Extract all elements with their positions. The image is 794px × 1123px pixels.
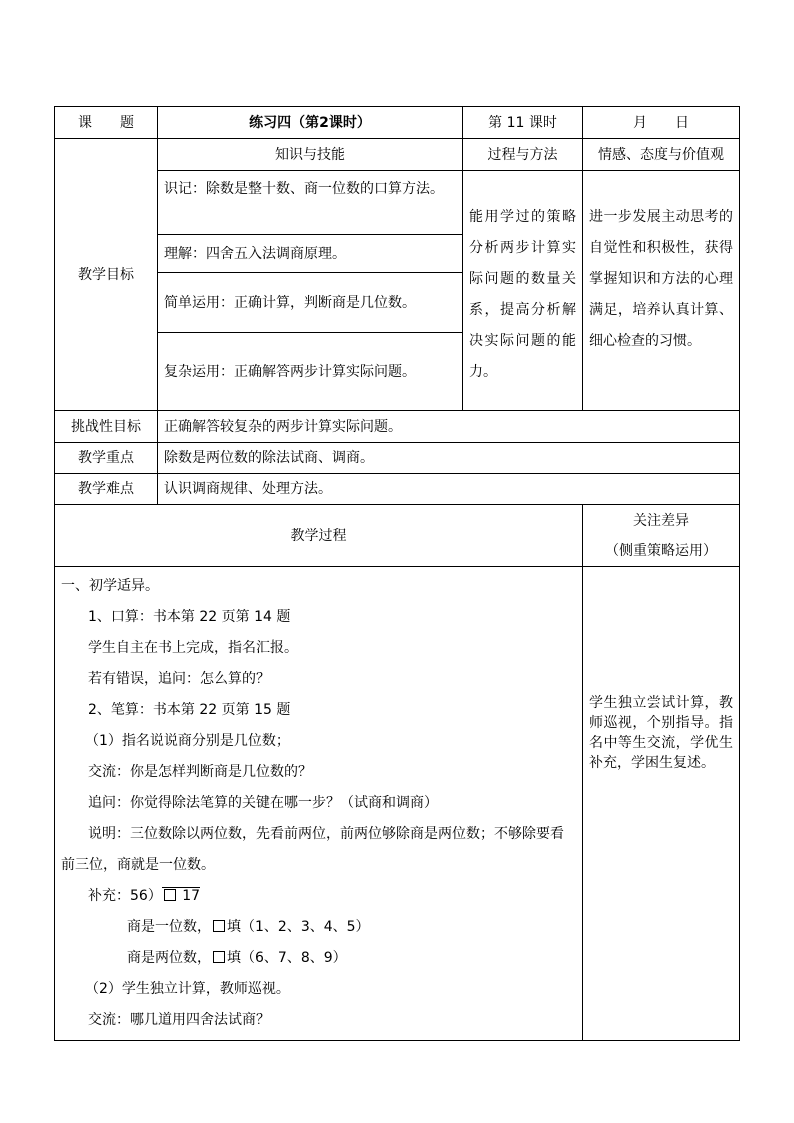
lesson-plan-table — [54, 106, 740, 1041]
goals-label: 教学目标 — [55, 139, 158, 411]
challenge-row — [55, 411, 740, 443]
attitude-goal-text: 进一步发展主动思考的自觉性和积极性，获得掌握知识和方法的心理满足，培养认真计算、细心检查的习惯。 — [589, 209, 733, 349]
blank-box-icon — [213, 920, 225, 932]
division-suffix: 17 — [177, 888, 201, 904]
process-line: 一、初学适异。 — [61, 578, 159, 594]
attitude-goal — [583, 171, 740, 411]
period-number: 第 11 课时 — [463, 107, 583, 139]
process-body-row — [55, 567, 740, 1041]
difficulty-value: 认识调商规律、处理方法。 — [158, 474, 740, 505]
process-line: （2）学生独立计算，教师巡视。 — [85, 981, 290, 997]
difference-header — [583, 505, 740, 567]
process-line: 1、口算：书本第 22 页第 14 题 — [88, 609, 291, 625]
process-line-division — [61, 881, 576, 912]
col-knowledge: 知识与技能 — [158, 139, 463, 171]
process-line — [61, 912, 576, 943]
knowledge-item: 识记：除数是整十数、商一位数的口算方法。 — [158, 171, 463, 235]
topic-label: 课 题 — [55, 107, 158, 139]
process-text: 商是两位数， — [127, 950, 211, 966]
difference-subtitle: （侧重策略运用） — [605, 542, 717, 559]
process-line: 2、笔算：书本第 22 页第 15 题 — [88, 702, 291, 718]
process-text: 填（1、2、3、4、5） — [227, 919, 370, 935]
process-line: 说明：三位数除以两位数，先看前两位，前两位够除商是两位数；不够除要看前三位，商就是一位数。 — [61, 826, 564, 873]
knowledge-item: 简单运用：正确计算，判断商是几位数。 — [158, 273, 463, 333]
difficulty-label: 教学难点 — [55, 474, 158, 505]
date-field: 月 日 — [583, 107, 740, 139]
process-title: 教学过程 — [55, 505, 583, 567]
process-line: 追问：你觉得除法笔算的关键在哪一步？（试商和调商） — [88, 795, 438, 811]
process-goal — [463, 171, 583, 411]
col-attitude: 情感、态度与价值观 — [583, 139, 740, 171]
key-point-value: 除数是两位数的除法试商、调商。 — [158, 443, 740, 474]
process-line — [61, 943, 576, 974]
division-bracket — [162, 887, 200, 904]
challenge-label: 挑战性目标 — [55, 411, 158, 443]
division-prefix: 补充：56） — [88, 888, 162, 904]
topic-value: 练习四（第2课时） — [158, 107, 463, 139]
process-line: （1）指名说说商分别是几位数； — [85, 733, 290, 749]
process-goal-text: 能用学过的策略分析两步计算实际问题的数量关系，提高分析解决实际问题的能力。 — [469, 209, 576, 380]
blank-box-icon — [164, 889, 176, 901]
process-line: 交流：哪几道用四舍法试商？ — [88, 1012, 270, 1028]
process-line: 交流：你是怎样判断商是几位数的？ — [88, 764, 312, 780]
blank-box-icon — [213, 951, 225, 963]
difference-note: 学生独立尝试计算，教师巡视，个别指导。指名中等生交流，学优生补充，学困生复述。 — [583, 567, 740, 1041]
lesson-plan-page — [54, 106, 740, 1041]
goal-row — [55, 171, 740, 235]
header-row — [55, 107, 740, 139]
difference-title: 关注差异 — [633, 512, 689, 529]
difficulty-row — [55, 474, 740, 505]
goals-header-row — [55, 139, 740, 171]
key-point-row — [55, 443, 740, 474]
process-line: 学生自主在书上完成，指名汇报。 — [88, 640, 298, 656]
process-line: 若有错误，追问：怎么算的？ — [88, 671, 270, 687]
knowledge-item: 复杂运用：正确解答两步计算实际问题。 — [158, 333, 463, 411]
challenge-value: 正确解答较复杂的两步计算实际问题。 — [158, 411, 740, 443]
key-point-label: 教学重点 — [55, 443, 158, 474]
process-content — [55, 567, 583, 1041]
knowledge-item: 理解：四舍五入法调商原理。 — [158, 235, 463, 273]
process-header-row — [55, 505, 740, 567]
col-process: 过程与方法 — [463, 139, 583, 171]
process-text: 商是一位数， — [127, 919, 211, 935]
process-text: 填（6、7、8、9） — [227, 950, 347, 966]
